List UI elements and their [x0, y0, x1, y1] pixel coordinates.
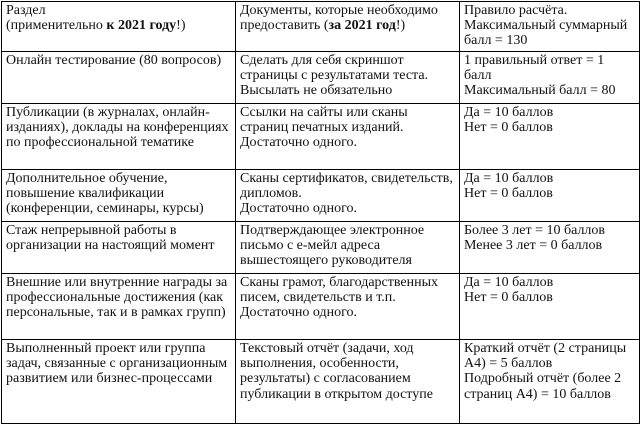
row-rule-line: Да = 10 баллов — [464, 171, 554, 186]
header-section-title: Раздел — [6, 3, 46, 18]
scoring-table — [1, 1, 640, 424]
row-section: Дополнительное обучение, повышение квалификации (конференции, семинары, курсы) — [2, 170, 236, 222]
table-row — [2, 52, 640, 104]
header-section-note-prefix: (применительно — [6, 18, 107, 34]
header-section-note-suffix: !) — [176, 18, 186, 34]
row-documents-line: Сделать для себя скриншот страницы с результатами теста. — [240, 53, 429, 84]
row-rule-line: Нет = 0 баллов — [464, 290, 553, 306]
row-documents — [236, 170, 460, 222]
row-rule — [460, 274, 640, 340]
header-documents — [236, 2, 460, 52]
row-rule-line: Нет = 0 баллов — [464, 120, 553, 136]
row-rule — [460, 222, 640, 274]
header-row — [2, 2, 640, 52]
row-rule — [460, 52, 640, 104]
row-rule — [460, 170, 640, 222]
header-section — [2, 2, 236, 52]
row-section: Онлайн тестирование (80 вопросов) — [2, 52, 236, 104]
row-section: Стаж непрерывной работы в организации на настоящий момент — [2, 222, 236, 274]
row-section: Публикации (в журналах, онлайн-изданиях), доклады на конференциях по профессиональной тематике — [2, 104, 236, 170]
row-documents — [236, 52, 460, 104]
row-documents-line: Подтверждающее электронное письмо с е-мейл адреса вышестоящего руководителя — [240, 223, 425, 269]
row-rule — [460, 340, 640, 424]
table-row — [2, 104, 640, 170]
row-documents — [236, 104, 460, 170]
header-section-note-bold: к 2021 году — [106, 18, 177, 34]
header-documents-bold: за 2021 год — [328, 18, 396, 34]
row-rule-line: Краткий отчёт (2 страницы А4) = 5 баллов — [464, 341, 627, 372]
row-documents — [236, 274, 460, 340]
table-row — [2, 274, 640, 340]
row-rule-line: Более 3 лет = 10 баллов — [464, 223, 606, 238]
header-documents-prefix: Документы, которые необходимо предоставить ( — [240, 3, 438, 34]
row-rule-line: Нет = 0 баллов — [464, 186, 553, 202]
row-documents — [236, 340, 460, 424]
row-documents-line: Ссылки на сайты или сканы страниц печатных изданий. — [240, 105, 408, 136]
row-section: Внешние или внутренние награды за профессиональные достижения (как персональные, так и в рамках групп) — [2, 274, 236, 340]
row-rule-line: Да = 10 баллов — [464, 275, 554, 290]
row-rule-line: Да = 10 баллов — [464, 105, 554, 120]
row-documents-line: Текстовый отчёт (задачи, ход выполнения, особенности, результаты) с согласованием публикации в открытом доступе — [240, 341, 433, 402]
header-rule-max: Максимальный суммарный балл = 130 — [464, 18, 628, 49]
row-rule-line: Максимальный балл = 80 — [464, 83, 616, 99]
row-documents-line: Сканы грамот, благодарственных писем, свидетельств и т.п. — [240, 275, 439, 306]
row-documents — [236, 222, 460, 274]
row-rule-line: 1 правильный ответ = 1 балл — [464, 53, 605, 84]
row-documents-line: Достаточно одного. — [240, 305, 357, 321]
row-documents-line: Достаточно одного. — [240, 201, 357, 217]
row-documents-line: Высылать не обязательно — [240, 83, 393, 99]
row-rule-line: Менее 3 лет = 0 баллов — [464, 238, 603, 254]
header-rule-title: Правило расчёта. — [464, 3, 568, 18]
table-row — [2, 340, 640, 424]
row-documents-line: Достаточно одного. — [240, 135, 357, 151]
header-documents-suffix: !) — [395, 18, 406, 34]
row-documents-line: Сканы сертификатов, свидетельств, дипломов. — [240, 171, 453, 202]
table-row — [2, 222, 640, 274]
row-rule — [460, 104, 640, 170]
row-section: Выполненный проект или группа задач, связанные с организационным развитием или бизнес-процессами — [2, 340, 236, 424]
header-rule — [460, 2, 640, 52]
table-row — [2, 170, 640, 222]
row-rule-line: Подробный отчёт (более 2 страниц А4) = 10 баллов — [464, 371, 622, 402]
